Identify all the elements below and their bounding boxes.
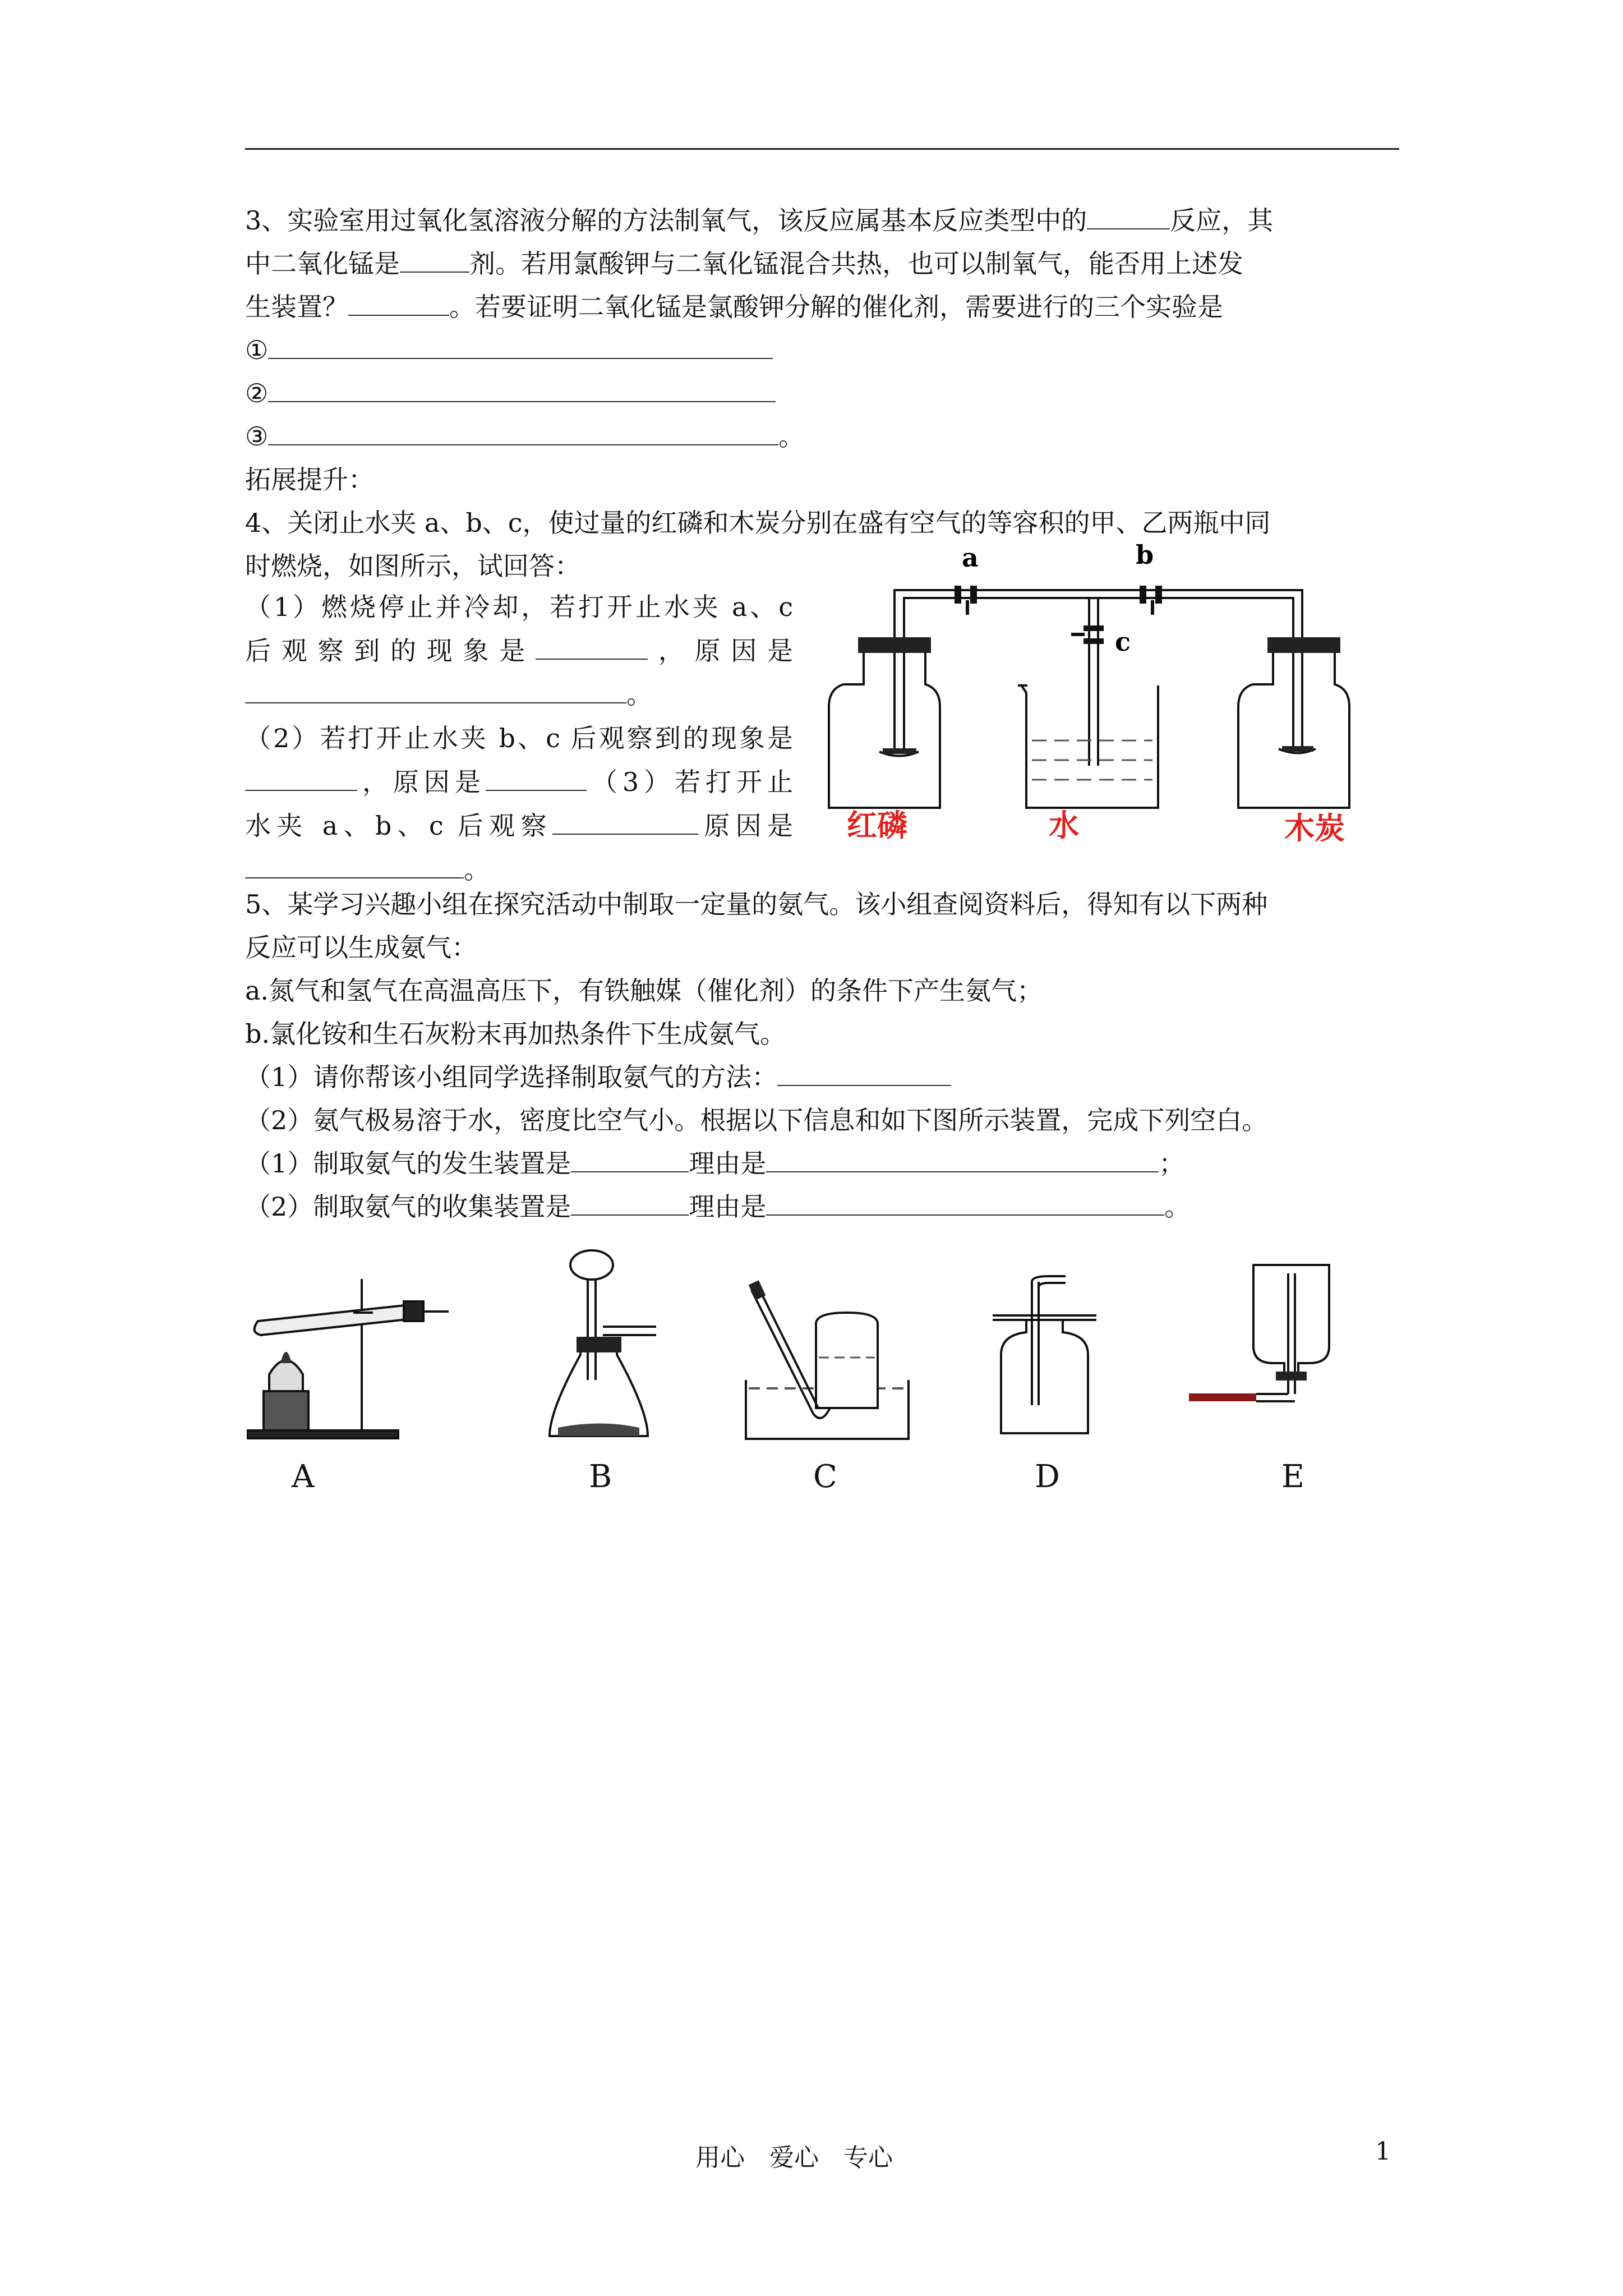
q4-questions xyxy=(245,585,793,891)
q5-sub-2: （2）氨气极易溶于水，密度比空气小。根据以下信息和如下图所示装置，完成下列空白。 xyxy=(245,1105,1268,1135)
q3-item-3 xyxy=(245,419,804,454)
q5-option-b: b.氯化铵和生石灰粉末再加热条件下生成氨气。 xyxy=(245,1019,786,1049)
q5-text: 理由是 xyxy=(689,1148,767,1179)
q5-option-a: a.氮气和氢气在高温高压下，有铁触媒（催化剂）的条件下产生氨气； xyxy=(245,976,1043,1006)
q3-text: 生装置？ xyxy=(245,292,348,322)
q4-row xyxy=(245,848,793,891)
q4-text: 。 xyxy=(626,679,652,710)
q3-text: 。 xyxy=(778,421,805,452)
blank xyxy=(766,1147,1159,1172)
blank xyxy=(400,247,469,273)
blank xyxy=(245,765,357,791)
left-stopper xyxy=(858,637,931,653)
q4-row xyxy=(245,629,793,673)
q5-sub-3 xyxy=(245,1146,1184,1181)
left-bottle xyxy=(829,650,940,808)
q5-intro-1: 5、某学习兴趣小组在探究活动中制取一定量的氨气。该小组查阅资料后，得知有以下两种 xyxy=(245,889,1268,919)
q3-item-1 xyxy=(245,333,773,367)
blank xyxy=(245,678,626,703)
red-phosphorus-label: 红磷 xyxy=(847,807,907,843)
q3-line-1 xyxy=(245,203,1273,238)
blank xyxy=(536,634,648,660)
footer-motto: 用心 爱心 专心 xyxy=(695,2143,893,2172)
right-stopper xyxy=(1267,637,1340,653)
q4-intro-1: 4、关闭止水夹 a、b、c，使过量的红磷和木炭分别在盛有空气的等容积的甲、乙两瓶中同 xyxy=(245,508,1271,538)
item-marker: ② xyxy=(245,378,269,408)
q4-row: （1）燃烧停止并冷却，若打开止水夹 a、c xyxy=(245,592,793,622)
q3-line-3 xyxy=(245,289,1223,324)
blank xyxy=(486,765,587,791)
apparatus-label-a: A xyxy=(292,1458,315,1495)
item-marker: ① xyxy=(245,335,269,365)
apparatus-label-d: D xyxy=(1035,1458,1060,1495)
q3-text: 。若要证明二氧化锰是氯酸钾分解的催化剂，需要进行的三个实验是 xyxy=(449,292,1223,322)
apparatus-label-c: C xyxy=(813,1458,837,1495)
apparatus-b-conical-flask xyxy=(538,1243,662,1447)
q5-text: （2）制取氨气的收集装置是 xyxy=(245,1191,571,1222)
blank xyxy=(571,1190,689,1216)
q4-row xyxy=(245,760,793,804)
q4-text: 原因是 xyxy=(698,811,794,841)
blank xyxy=(777,1060,951,1086)
blank xyxy=(766,1190,1164,1216)
apparatus-d-gas-bottle xyxy=(987,1271,1102,1439)
q3-item-2 xyxy=(245,376,776,411)
q5-text: （1）请你帮该小组同学选择制取氨气的方法： xyxy=(245,1062,778,1092)
q4-text: 后观察到的现象是 xyxy=(245,636,536,666)
blank xyxy=(268,333,773,359)
apparatus-label-e: E xyxy=(1281,1458,1304,1495)
q4-row xyxy=(245,804,793,848)
section-title: 拓展提升： xyxy=(245,464,374,495)
q3-text: 剂。若用氯酸钾与二氧化锰混合共热，也可以制氧气，能否用上述发 xyxy=(469,249,1243,279)
blank xyxy=(571,1147,689,1172)
q5-text: 。 xyxy=(1164,1191,1191,1222)
q5-text: （1）制取氨气的发生装置是 xyxy=(245,1148,571,1179)
q4-text: 水夹 a、b、c 后观察 xyxy=(245,811,552,841)
blank xyxy=(1087,204,1170,229)
q3-line-2 xyxy=(245,246,1243,281)
q3-text: 中二氧化锰是 xyxy=(245,249,400,279)
blank xyxy=(552,809,698,835)
blank xyxy=(268,376,776,402)
q5-text: ； xyxy=(1159,1148,1185,1179)
apparatus-c-water-displacement xyxy=(740,1279,914,1447)
q4-row: （2）若打开止水夹 b、c 后观察到的现象是 xyxy=(245,723,793,753)
blank xyxy=(245,853,464,878)
item-marker: ③ xyxy=(245,421,269,452)
clamp-b-label: b xyxy=(1136,540,1154,570)
q3-text: 反应，其 xyxy=(1170,205,1274,236)
q5-text: 理由是 xyxy=(689,1191,767,1222)
q4-text: 。 xyxy=(464,854,490,885)
apparatus-e-inverted-bottle xyxy=(1183,1257,1346,1442)
q5-intro-2: 反应可以生成氨气： xyxy=(245,932,477,963)
charcoal-label: 木炭 xyxy=(1284,810,1345,846)
q4-intro-2: 时燃烧，如图所示，试回答： xyxy=(245,551,580,581)
q4-text: ，原因是 xyxy=(357,767,486,797)
apparatus-a-heating-tube xyxy=(247,1262,454,1447)
page-number: 1 xyxy=(1375,2137,1391,2166)
clamp-c-label: c xyxy=(1115,627,1131,657)
combustion-apparatus-figure xyxy=(808,539,1402,864)
blank xyxy=(348,290,449,316)
blank xyxy=(268,420,778,445)
q4-row xyxy=(245,673,793,716)
apparatus-label-b: B xyxy=(589,1458,612,1495)
header-rule xyxy=(245,148,1399,150)
water-label: 水 xyxy=(1049,807,1079,843)
q3-text: 3、实验室用过氧化氢溶液分解的方法制氧气，该反应属基本反应类型中的 xyxy=(245,205,1087,236)
q5-sub-4 xyxy=(245,1189,1190,1224)
clamp-a-label: a xyxy=(962,542,979,573)
q4-text: （3）若打开止 xyxy=(586,767,793,797)
q5-sub-1 xyxy=(245,1060,951,1094)
q4-text: ，原因是 xyxy=(648,636,793,666)
